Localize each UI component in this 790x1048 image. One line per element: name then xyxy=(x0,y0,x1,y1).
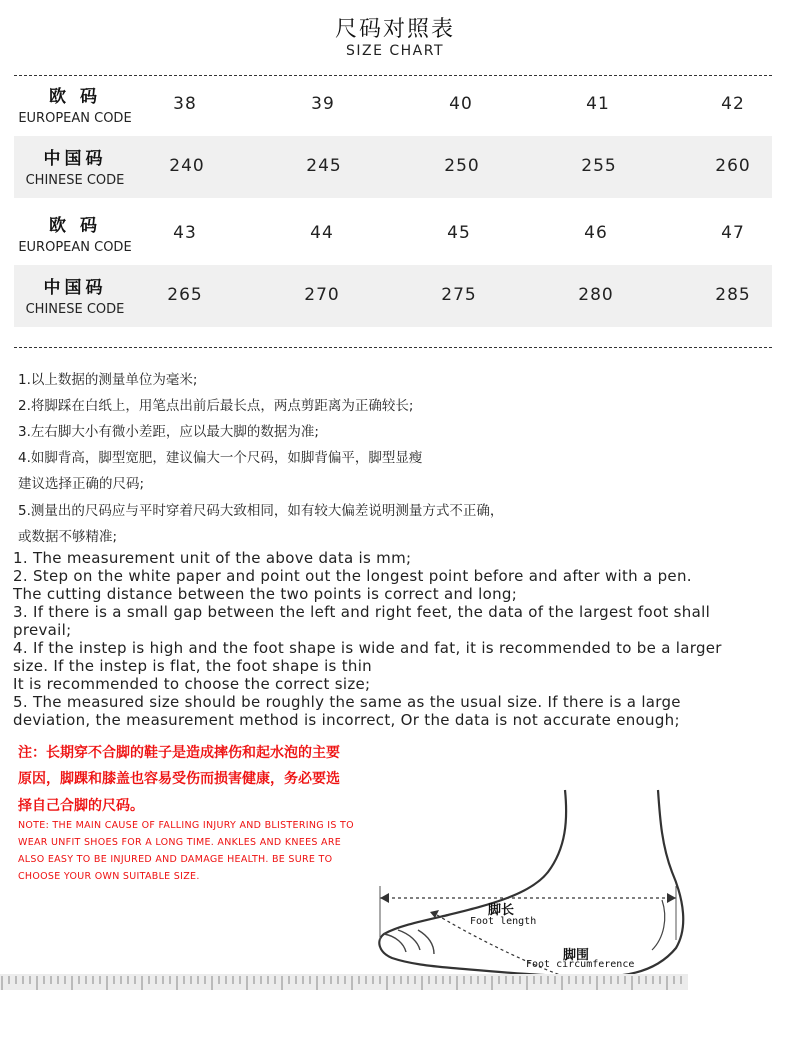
foot-circumference-label-zh: 脚围 xyxy=(563,948,590,963)
note-en-line: 4. If the instep is high and the foot shape is wide and fat, it is recommended to be a larger xyxy=(13,639,722,657)
ruler xyxy=(0,974,688,990)
size-cell: 38 xyxy=(173,94,197,114)
warning-en-line: NOTE: THE MAIN CAUSE OF FALLING INJURY AND BLISTERING IS TO xyxy=(18,820,354,831)
row-label xyxy=(14,265,136,327)
row-label xyxy=(14,203,136,265)
size-cell: 270 xyxy=(304,285,340,305)
size-cell: 40 xyxy=(449,94,473,114)
note-zh-line: 建议选择正确的尺码; xyxy=(18,476,145,492)
page-title: 尺码对照表 xyxy=(334,17,455,42)
size-cell: 255 xyxy=(581,156,617,176)
note-en-line: deviation, the measurement method is incorrect, Or the data is not accurate enough; xyxy=(13,711,680,729)
size-cell: 42 xyxy=(721,94,745,114)
foot-outline xyxy=(379,790,683,976)
arrow-small-icon xyxy=(430,910,439,918)
size-cell: 39 xyxy=(311,94,335,114)
arrow-left-icon xyxy=(380,893,389,903)
row-label-zh: 欧 码 xyxy=(49,87,101,107)
notes-en xyxy=(13,549,773,729)
arrow-right-icon xyxy=(667,893,676,903)
size-row-european-1 xyxy=(14,74,772,136)
page-subtitle: SIZE CHART xyxy=(345,43,445,59)
row-label xyxy=(14,136,136,198)
size-cell: 44 xyxy=(310,223,334,243)
note-en-line: 5. The measured size should be roughly the same as the usual size. If there is a large xyxy=(13,693,681,711)
foot-circumference-label-en: Foot circumference xyxy=(526,959,635,970)
note-zh-line: 4.如脚背高，脚型宽肥，建议偏大一个尺码，如脚背偏平，脚型显瘦 xyxy=(18,450,423,466)
warning-en-line: WEAR UNFIT SHOES FOR A LONG TIME. ANKLES AND KNEES ARE xyxy=(18,837,342,848)
row-label-zh: 中国码 xyxy=(43,149,107,169)
note-en-line: It is recommended to choose the correct size; xyxy=(13,675,371,693)
warning-zh-line: 择自己合脚的尺码。 xyxy=(18,798,144,814)
size-cell: 245 xyxy=(306,156,342,176)
row-label-en: EUROPEAN CODE xyxy=(18,240,132,255)
warning-zh-line: 原因，脚踝和膝盖也容易受伤而损害健康，务必要选 xyxy=(18,771,340,787)
size-row-european-2 xyxy=(14,203,772,265)
size-cell: 41 xyxy=(586,94,610,114)
row-label-en: CHINESE CODE xyxy=(25,302,125,317)
note-en-line: prevail; xyxy=(13,621,72,639)
bottom-divider xyxy=(14,347,772,348)
size-cell: 285 xyxy=(715,285,751,305)
note-zh-line: 2.将脚踩在白纸上，用笔点出前后最长点，两点剪距离为正确较长; xyxy=(18,398,414,414)
note-zh-line: 3.左右脚大小有微小差距，应以最大脚的数据为准; xyxy=(18,424,319,440)
note-en-line: size. If the instep is flat, the foot shape is thin xyxy=(13,657,372,675)
size-cell: 250 xyxy=(444,156,480,176)
row-label-en: EUROPEAN CODE xyxy=(18,111,132,126)
row-label-en: CHINESE CODE xyxy=(25,173,125,188)
size-row-chinese-2 xyxy=(14,265,772,327)
size-cell: 260 xyxy=(715,156,751,176)
row-label-zh: 欧 码 xyxy=(49,216,101,236)
toe-lines xyxy=(384,930,434,954)
row-label-zh: 中国码 xyxy=(43,278,107,298)
size-cell: 46 xyxy=(584,223,608,243)
note-zh-line: 5.测量出的尺码应与平时穿着尺码大致相同，如有较大偏差说明测量方式不正确， xyxy=(18,503,504,519)
size-cell: 45 xyxy=(447,223,471,243)
note-en-line: 2. Step on the white paper and point out the longest point before and after with a pen. xyxy=(13,567,692,585)
size-cell: 240 xyxy=(169,156,205,176)
heel-curve xyxy=(652,900,665,950)
size-cell: 275 xyxy=(441,285,477,305)
size-cell: 265 xyxy=(167,285,203,305)
warning-en-line: CHOOSE YOUR OWN SUITABLE SIZE. xyxy=(18,871,200,882)
row-label xyxy=(14,74,136,136)
note-zh-line: 1.以上数据的测量单位为毫米; xyxy=(18,372,198,388)
warning-en-line: ALSO EASY TO BE INJURED AND DAMAGE HEALTH. BE SURE TO xyxy=(18,854,333,865)
size-row-chinese-1 xyxy=(14,136,772,198)
size-cell: 43 xyxy=(173,223,197,243)
foot-length-label-zh: 脚长 xyxy=(488,903,515,918)
note-en-line: The cutting distance between the two points is correct and long; xyxy=(13,585,518,603)
warning-zh-line: 注：长期穿不合脚的鞋子是造成摔伤和起水泡的主要 xyxy=(18,745,340,761)
foot-length-label-en: Foot length xyxy=(470,916,537,927)
size-cell: 47 xyxy=(721,223,745,243)
note-en-line: 3. If there is a small gap between the left and right feet, the data of the largest foot shall xyxy=(13,603,711,621)
note-zh-line: 或数据不够精准; xyxy=(18,529,118,545)
note-en-line: 1. The measurement unit of the above data is mm; xyxy=(13,549,412,567)
size-cell: 280 xyxy=(578,285,614,305)
ruler-ticks xyxy=(2,976,681,990)
